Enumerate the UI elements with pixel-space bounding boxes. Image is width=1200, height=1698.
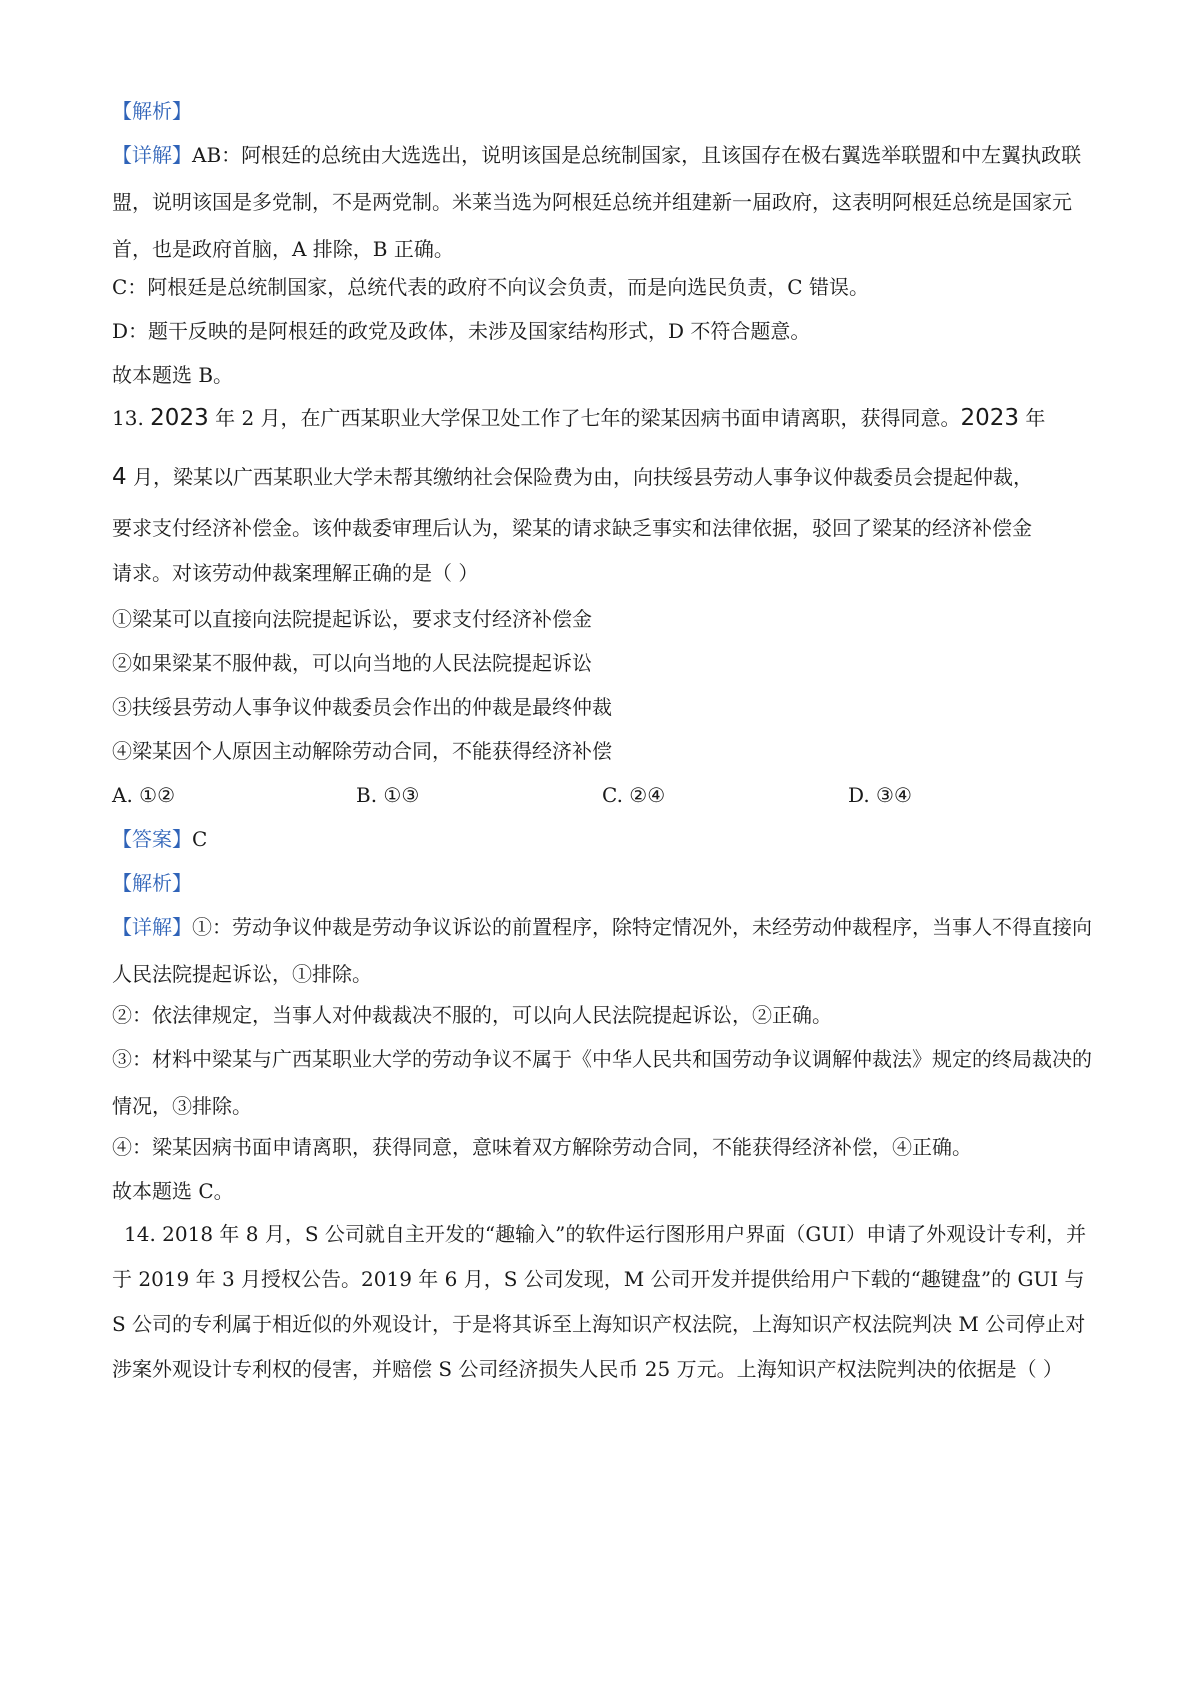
q13-stem-line-3: 要求支付经济补偿金。该仲裁委审理后认为，梁某的请求缺乏事实和法律依据，驳回了梁某的经济补偿金 [112,516,1032,540]
q13-conclusion: 故本题选 C。 [112,1179,234,1203]
answer-label: 【答案】 [112,827,192,851]
q12-c-paragraph: C：阿根廷是总统制国家，总统代表的政府不向议会负责，而是向选民负责，C 错误。 [112,275,869,299]
answer-value: C [192,827,208,851]
q13-option-c: C. ②④ [602,783,666,807]
q13-item-4: ④梁某因个人原因主动解除劳动合同，不能获得经济补偿 [112,739,612,763]
analysis-label: 【解析】 [112,871,192,895]
q13-p3: ③：材料中梁某与广西某职业大学的劳动争议不属于《中华人民共和国劳动争议调解仲裁法》规定的终局裁决的情况，③排除。 [112,1047,1092,1118]
q12-conclusion: 故本题选 B。 [112,363,234,387]
q13-stem-line-2: 4 月，梁某以广西某职业大学未帮其缴纳社会保险费为由，向扶绥县劳动人事争议仲裁委员会提起仲裁， [112,464,1033,490]
q13-p2: ②：依法律规定，当事人对仲裁裁决不服的，可以向人民法院提起诉讼，②正确。 [112,1003,832,1027]
q13-option-d: D. ③④ [848,783,912,807]
q13-p4: ④：梁某因病书面申请离职，获得同意，意味着双方解除劳动合同，不能获得经济补偿，④正确。 [112,1135,972,1159]
q13-stem-line-4: 请求。对该劳动仲裁案理解正确的是（ ） [112,561,479,585]
q13-detail-paragraph [112,904,1102,998]
q13-option-b: B. ①③ [356,783,420,807]
q13-detail-text: ①：劳动争议仲裁是劳动争议诉讼的前置程序，除特定情况外，未经劳动仲裁程序，当事人不得直接向人民法院提起诉讼，①排除。 [112,915,1092,986]
q13-stem-line-1: 13. 2023 年 2 月，在广西某职业大学保卫处工作了七年的梁某因病书面申请离职，获得同意。2023 年 [112,405,1046,431]
q13-answer [112,816,207,863]
q13-item-1: ①梁某可以直接向法院提起诉讼，要求支付经济补偿金 [112,607,592,631]
q13-item-3: ③扶绥县劳动人事争议仲裁委员会作出的仲裁是最终仲裁 [112,695,612,719]
detail-label: 【详解】 [112,143,192,167]
analysis-label: 【解析】 [112,99,192,123]
q13-option-a: A. ①② [112,783,176,807]
q13-analysis-label [112,860,192,907]
q12-d-paragraph: D：题干反映的是阿根廷的政党及政体，未涉及国家结构形式，D 不符合题意。 [112,319,811,343]
q14-stem: 14. 2018 年 8 月，S 公司就自主开发的“趣输入”的软件运行图形用户界面（GUI）申请了外观设计专利，并于 2019 年 3 月授权公告。2019 年 6 月，S 公司发现，M 公司开发并提供给用户下载的“趣键盘”的 GUI 与 S 公司的专利属于相近似的外观设计，于是将其诉至上海知识产权法院，上海知识产权法院判决 M 公司停止对涉案外观设计专利权的侵害，并赔偿 S 公司经济损失人民币 25 万元。上海知识产权法院判决的依据是（ ） [112,1222,1087,1381]
detail-label: 【详解】 [112,915,192,939]
q12-detail-paragraph [112,132,1102,273]
q13-item-2: ②如果梁某不服仲裁，可以向当地的人民法院提起诉讼 [112,651,592,675]
q12-detail-text: AB：阿根廷的总统由大选选出，说明该国是总统制国家，且该国存在极右翼选举联盟和中左翼执政联盟，说明该国是多党制，不是两党制。米莱当选为阿根廷总统并组建新一届政府，这表明阿根廷总统是国家元首，也是政府首脑，A 排除，B 正确。 [112,143,1082,261]
q12-analysis-label [112,88,1102,135]
